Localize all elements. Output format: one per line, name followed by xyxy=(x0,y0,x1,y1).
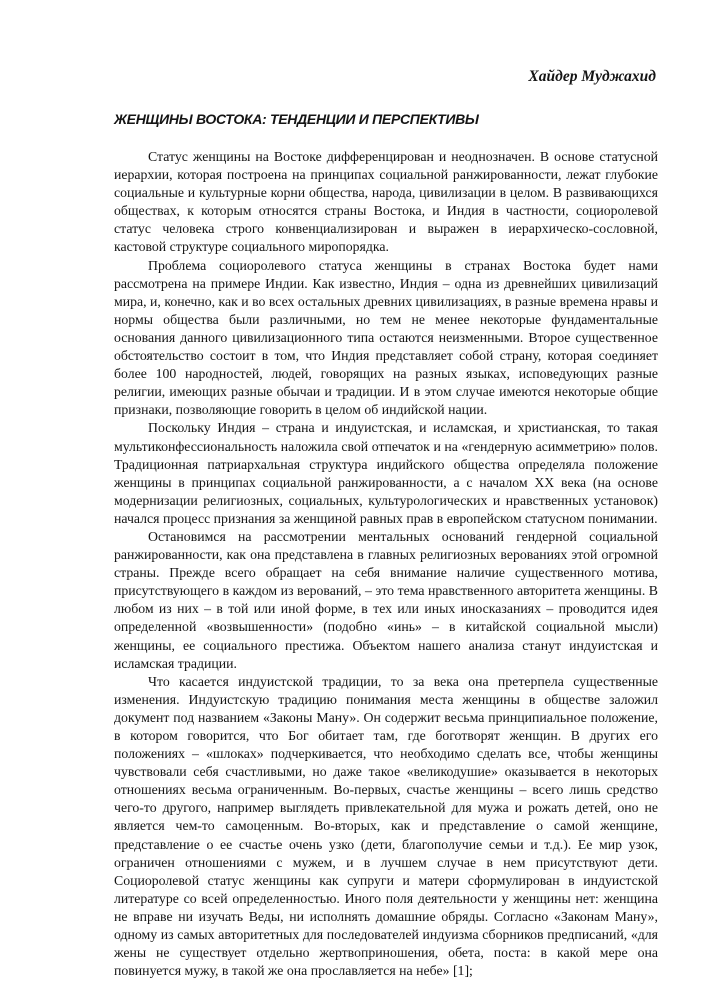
article-title: ЖЕНЩИНЫ ВОСТОКА: ТЕНДЕНЦИИ И ПЕРСПЕКТИВЫ xyxy=(114,111,479,127)
paragraph: Проблема социоролевого статуса женщины в странах Востока будет нами рассмотрена на примере Индии. Как известно, Индия – одна из древнейших цивилизаций мира, и, конечно, как и во всех остальных древних цивилизациях, в разные времена нравы и нормы общества были различными, но тем не менее некоторые фундаментальные основания данного цивилизационного типа остаются неизменными. Второе существенное обстоятельство состоит в том, что Индия представляет собой страну, которая соединяет более 100 народностей, людей, говорящих на разных языках, исповедующих разные религии, имеющих разные обычаи и традиции. И в этом случае имеются некоторые общие признаки, позволяющие говорить в целом об индийской нации. xyxy=(114,257,658,418)
paragraph: Остановимся на рассмотрении ментальных оснований гендерной социальной ранжированности, как она представлена в главных религиозных верованиях этой огромной страны. Прежде всего обращает на себя внимание наличие существенного мотива, присутствующего в каждом из верований, – это тема нравственного авторитета женщины. В любом из них – в той или иной форме, в тех или иных иносказаниях – проводится идея определенной «возвышенности» (подобно «инь» – в китайской социальной мысли) женщины, ее социального престижа. Объектом нашего анализа станут индуистская и исламская традиции. xyxy=(114,528,658,671)
paragraph: Статус женщины на Востоке дифференцирован и неоднозначен. В основе статусной иерархии, которая построена на принципах социальной ранжированности, лежат глубокие социальные и культурные корни общества, народа, цивилизации в целом. В развивающихся обществах, к которым относятся страны Востока, и Индия в частности, социоролевой статус человека строго конвенциализирован и выражен в иерархическо-сословной, кастовой структуре социального миропорядка. xyxy=(114,149,658,255)
paragraph: Поскольку Индия – страна и индуистская, и исламская, и христианская, то такая мультиконфессиональность наложила свой отпечаток и на «гендерную асимметрию» полов. Традиционная патриархальная структура индийского общества определяла положение женщины в принципах социальной ранжированности, а с началом XX века (на основе модернизации религиозных, социальных, культурологических и нравственных установок) начался процесс признания за женщиной равных прав в европейском статусном понимании. xyxy=(114,420,658,526)
article-body xyxy=(114,148,658,980)
author-name: Хайдер Муджахид xyxy=(528,68,656,85)
paragraph: Что касается индуистской традиции, то за века она претерпела существенные изменения. Индуистскую традицию понимания места женщины в обществе заложил документ под названием «Законы Ману». Он содержит весьма принципиальное положение, в котором говорится, что Бог обитает там, где боготворят женщин. В других его положениях – «шлоках» подчеркивается, что необходимо сделать все, чтобы женщины чувствовали себя счастливыми, но даже такое «великодушие» оказывается в некоторых отношениях весьма ограниченным. Во-первых, счастье женщины – всего лишь средство чего-то другого, например выглядеть привлекательной для мужа и рожать детей, оно не является чем-то самоценным. Во-вторых, как и представление о самой женщине, представление о ее счастье очень узко (дети, благополучие семьи и т.д.). Ее мир узок, ограничен отношениями с мужем, и в лучшем случае в нем присутствуют дети. Социоролевой статус женщины как супруги и матери сформулирован в индуистской литературе со всей определенностью. Иного поля деятельности у женщины нет: женщина не вправе ни изучать Веды, ни исполнять домашние обряды. Согласно «Законам Ману», одному из самых авторитетных для последователей индуизма сборников предписаний, «для жены не существует отдельно жертвоприношения, обета, поста: в какой мере она повинуется мужу, в такой же она прославляется на небе» [1]; xyxy=(114,673,658,979)
